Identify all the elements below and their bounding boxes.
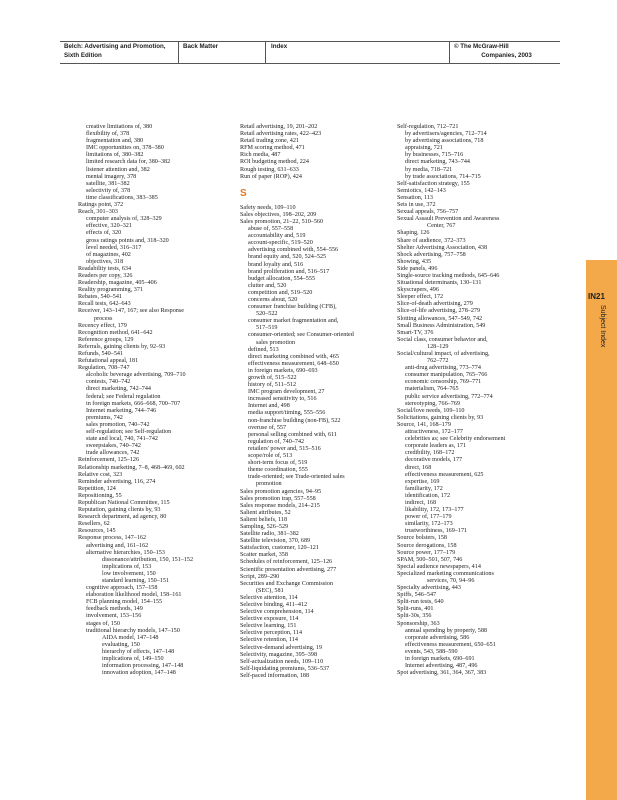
index-entry: Selective-demand advertising, 19 (240, 644, 323, 651)
index-subentry: brand proliferation and, 516–517 (248, 268, 330, 275)
index-subentry: hierarchy of effects, 147–148 (102, 648, 175, 655)
index-subentry: history of, 511–512 (248, 382, 297, 389)
index-subentry: annual spending by property, 588 (405, 627, 487, 634)
index-entry: Salient attributes, 52 (240, 509, 291, 516)
index-entry: Satellite radio, 381–382 (240, 531, 299, 538)
index-subentry: likability, 172, 173–177 (405, 507, 464, 514)
index-entry: Small Business Administration, 549 (397, 322, 486, 329)
index-subentry: low involvement, 150 (102, 570, 156, 577)
index-entry: Sponsorship, 363 (397, 620, 440, 627)
index-subentry: gross ratings points and, 318–320 (86, 237, 169, 244)
index-entry: Skyscrapers, 496 (397, 287, 439, 294)
index-subentry: by media, 718–721 (405, 166, 453, 173)
index-entry: Split-runs, 401 (397, 606, 434, 613)
index-subentry: premiums, 742 (86, 414, 123, 421)
index-subentry: limitations of, 380–382 (86, 152, 144, 159)
index-entry: Satellite television, 370, 689 (240, 538, 311, 545)
index-subentry: economic censorship, 769–771 (405, 379, 482, 386)
index-subentry: direct, 168 (405, 464, 432, 471)
index-subentry: budget allocation, 554–555 (248, 275, 316, 282)
index-subentry: Center, 767 (427, 223, 456, 230)
index-subentry: clutter and, 520 (248, 282, 287, 289)
index-subentry: concerns about, 520 (248, 296, 298, 303)
index-entry: Rich media, 487 (240, 152, 281, 159)
index-entry: Scatter market, 358 (240, 552, 288, 559)
index-subentry: level needed, 316–317 (86, 244, 142, 251)
index-entry: Self-paced information, 188 (240, 672, 310, 679)
index-entry: Slice-of-death advertising, 279 (397, 301, 473, 308)
index-entry: Reach, 301–303 (78, 209, 118, 216)
index-subentry: contests, 740–742 (86, 379, 131, 386)
index-subentry: brand equity and, 520, 524–525 (248, 254, 327, 261)
index-subentry: consumer-oriented; see Consumer-oriented (248, 332, 354, 339)
index-subentry: identification, 172 (405, 492, 451, 499)
index-subentry: involvement, 153–156 (86, 613, 142, 620)
index-subentry: cognitive approach, 157–158 (86, 585, 158, 592)
index-entry: Relative cost, 323 (78, 471, 123, 478)
index-subentry: implications of, 153 (102, 563, 152, 570)
index-subentry: effectiveness measurement, 650–651 (405, 641, 496, 648)
index-subentry: familiarity, 172 (405, 485, 443, 492)
index-entry: Spiffs, 546–547 (397, 592, 437, 599)
index-column-2 (240, 124, 405, 680)
index-subentry: sweepstakes, 740–742 (86, 443, 141, 450)
index-entry: Solicitations, gaining clients by, 93 (397, 414, 484, 421)
index-entry: Readership, magazine, 405–406 (78, 280, 157, 287)
index-entry: Recall tests, 642–643 (78, 301, 131, 308)
index-subentry: limited research data for, 380–382 (86, 159, 171, 166)
index-subentry: selectivity of, 378 (86, 187, 131, 194)
index-subentry: consumer market fragmentation and, (248, 318, 339, 325)
index-subentry: by trade associations, 714–715 (405, 173, 481, 180)
index-subentry: consumer franchise building (CFB), (248, 304, 337, 311)
index-subentry: overuse of, 557 (248, 424, 287, 431)
index-subentry: services, 70, 94–96 (427, 578, 475, 584)
index-subentry: innovation adoption, 147–148 (102, 670, 176, 677)
index-entry: Schedules of reinforcement, 125–126 (240, 559, 333, 566)
index-subentry: federal; see Federal regulation (86, 393, 161, 400)
index-subentry: dissonance/attribution, 150, 151–152 (102, 556, 194, 563)
index-subentry: effectiveness measurement, 625 (405, 471, 484, 478)
index-entry: Sleeper effect, 172 (397, 294, 444, 301)
index-subentry: defined, 513 (248, 346, 279, 353)
index-entry: Research department, ad agency, 80 (78, 514, 167, 521)
index-subentry: similarity, 172–173 (405, 521, 453, 528)
index-subentry: effectiveness measurement, 648–650 (248, 360, 339, 367)
index-subentry: feedback methods, 149 (86, 606, 143, 613)
header-bottom-rule (60, 63, 560, 64)
index-entry: Sales promotion, 21–22, 510–560 (240, 218, 324, 225)
index-subentry: listener attention and, 382 (86, 166, 150, 173)
index-subentry: media support/timing, 555–556 (248, 410, 326, 417)
index-entry: Securities and Exchange Commission (240, 580, 333, 587)
index-entry: Shock advertising, 757–758 (397, 251, 466, 258)
header-divider (265, 41, 266, 63)
index-column-1 (78, 124, 243, 677)
index-subentry: retailers' power and, 515–516 (248, 445, 321, 452)
index-subentry: traditional hierarchy models, 147–150 (86, 627, 180, 634)
index-entry: Retail trading zone, 421 (240, 138, 300, 145)
section-letter: S (240, 187, 247, 199)
index-entry: Reality programming, 371 (78, 287, 143, 294)
index-subentry: IMC opportunities on, 378–380 (86, 145, 164, 152)
index-subentry: elaboration likelihood model, 158–161 (86, 592, 182, 599)
index-subentry: alternative hierarchies, 150–153 (86, 549, 165, 556)
index-subentry: satellite, 381–382 (86, 180, 130, 187)
index-entry: Readers per copy, 326 (78, 272, 133, 279)
index-subentry: growth of, 515–522 (248, 375, 297, 381)
index-entry: Selective exposure, 114 (240, 616, 299, 623)
index-subentry: account-specific, 519–520 (248, 240, 313, 247)
index-subentry: alcoholic beverage advertising, 709–710 (86, 372, 186, 379)
index-subentry: by businesses, 715–716 (405, 152, 464, 159)
index-entry: Sales promotion trap, 557–558 (240, 495, 316, 502)
index-entry: Social/love needs, 109–110 (397, 407, 465, 414)
index-entry: Refunds, 540–541 (78, 351, 124, 357)
index-subentry: in foreign markets, 666–668, 700–707 (86, 400, 181, 407)
index-subentry: time classifications, 383–385 (86, 194, 158, 201)
index-entry: Safety needs, 109–110 (240, 204, 296, 211)
index-entry: Showing, 435 (397, 258, 432, 265)
index-entry: Sets in use, 372 (397, 202, 436, 209)
index-subentry: state and local, 740, 741–742 (86, 436, 158, 443)
index-subentry: in foreign markets, 690–693 (248, 367, 318, 374)
index-entry: Social class, consumer behavior and, (397, 336, 488, 343)
index-entry: Repetition, 124 (78, 485, 116, 492)
index-entry: Selective perception, 114 (240, 630, 303, 637)
index-subentry: effective, 320–321 (86, 223, 132, 230)
index-subentry: information processing, 147–148 (102, 663, 184, 670)
index-entry: Sampling, 526–529 (240, 523, 289, 530)
index-subentry: promotion (256, 481, 282, 488)
index-subentry: Internet and, 498 (248, 403, 290, 410)
index-entry: Split-run tests, 640 (397, 599, 444, 606)
section-name: Back Matter (183, 43, 219, 50)
index-subentry: decorative models, 177 (405, 457, 463, 464)
index-entry: Share of audience, 372–373 (397, 237, 466, 244)
index-subentry: corporate advertising, 586 (405, 634, 470, 641)
index-entry: Split-30s, 356 (397, 613, 432, 620)
index-subentry: by advertisers/agencies, 712–714 (405, 131, 487, 138)
index-subentry: corporate leaders as, 171 (405, 443, 467, 450)
index-subentry: IMC program development, 27 (248, 389, 325, 396)
index-entry: Reinforcement, 125–126 (78, 457, 140, 464)
index-entry: Special audience newspapers, 414 (397, 563, 481, 570)
index-entry: Retail advertising, 19, 201–202 (240, 124, 318, 130)
index-entry: Recognition method, 641–642 (78, 329, 153, 336)
index-entry: Situational determinants, 130–131 (397, 280, 482, 287)
side-tab-label: Subject Index (599, 305, 606, 348)
index-subentry: 517–519 (256, 325, 278, 332)
index-subentry: in foreign markets, 690–691 (405, 656, 475, 663)
index-entry: Side panels, 496 (397, 265, 438, 272)
index-subentry: abuse of, 557–558 (248, 226, 294, 233)
index-subentry: flexibility of, 378 (86, 131, 130, 138)
index-entry: Social/cultural impact, of advertising, (397, 351, 490, 357)
index-subentry: direct marketing, 742–744 (86, 386, 151, 393)
index-subentry: advertising combined with, 554–556 (248, 247, 339, 254)
index-entry: Ratings point, 372 (78, 202, 124, 209)
index-subentry: brand loyalty and, 516 (248, 261, 304, 268)
index-subentry: 128–129 (427, 343, 449, 350)
index-entry: Retail advertising rates, 422–423 (240, 131, 322, 138)
index-entry: Selective binding, 411–412 (240, 602, 308, 608)
index-entry: Response process, 147–162 (78, 535, 147, 542)
index-subentry: increased sensitivity to, 516 (248, 396, 317, 403)
index-subentry: credibility, 168–172 (405, 450, 455, 457)
index-entry: Sales objectives, 198–202, 209 (240, 211, 317, 218)
index-entry: Reputation, gaining clients by, 93 (78, 507, 161, 514)
index-subentry: Internet advertising, 487, 496 (405, 663, 478, 670)
index-subentry: standard learning, 150–151 (102, 578, 170, 584)
index-subentry: (SEC), 581 (256, 587, 284, 594)
index-subentry: stereotyping, 766–769 (405, 400, 460, 407)
index-entry: Source derogations, 158 (397, 542, 457, 549)
index-entry: Slice-of-life advertising, 278–279 (397, 308, 481, 315)
index-entry: Specialty advertising, 443 (397, 585, 461, 592)
index-subentry: theme coordination, 555 (248, 467, 308, 474)
index-entry: Selective attention, 114 (240, 594, 298, 601)
index-subentry: trade-oriented; see Trade-oriented sales (248, 474, 345, 481)
index-entry: Slotting allowances, 547–549, 742 (397, 315, 483, 322)
index-entry: Reference groups, 129 (78, 336, 134, 343)
index-entry: Salient beliefs, 118 (240, 516, 288, 523)
index-subentry: anti-drug advertising, 773–774 (405, 365, 481, 372)
index-entry: Rebates, 540–541 (78, 294, 123, 301)
index-subentry: short-term focus of, 519 (248, 460, 308, 467)
index-entry: Resources, 145 (78, 528, 116, 535)
index-subentry: attractiveness, 172–177 (405, 429, 463, 436)
index-subentry: power of, 177–179 (405, 514, 452, 521)
book-title: Belch: Advertising and Promotion, Sixth Edition (64, 43, 166, 59)
index-entry: Referrals, gaining clients by, 92–93 (78, 343, 166, 350)
index-subentry: scope/role of, 513 (248, 453, 293, 460)
index-entry: Sexual appeals, 756–757 (397, 209, 459, 216)
index-entry: Repositioning, 55 (78, 492, 122, 499)
index-subentry: self-regulation; see Self-regulation (86, 429, 172, 436)
index-entry: Scientific presentation advertising, 277 (240, 566, 337, 573)
index-subentry: computer analysis of, 328–329 (86, 216, 162, 223)
page-number: IN21 (588, 292, 605, 301)
index-subentry: stages of, 150 (86, 620, 120, 627)
index-entry: Sensation, 113 (397, 194, 433, 201)
index-entry: Republican National Committee, 115 (78, 499, 170, 506)
index-entry: Sales promotion agencies, 94–95 (240, 488, 322, 495)
index-entry: Regulation, 708–747 (78, 365, 130, 372)
index-subentry: celebrities as; see Celebrity endorsement (405, 436, 506, 443)
index-subentry: public service advertising, 772–774 (405, 393, 493, 400)
header-divider (449, 41, 450, 63)
index-entry: Sales response models, 214–215 (240, 502, 320, 509)
index-subentry: trustworthiness, 169–171 (405, 528, 468, 535)
index-subentry: sales promotion, 740–742 (86, 421, 150, 428)
index-entry: Self-actualization needs, 109–110 (240, 658, 324, 665)
index-entry: Semiotics, 142–143 (397, 187, 446, 194)
index-subentry: accountability and, 519 (248, 233, 306, 240)
index-subentry: competition and, 519–520 (248, 289, 313, 296)
index-subentry: non-franchise building (non-FB), 522 (248, 417, 341, 424)
index-entry: SPAM, 500–501, 507, 746 (397, 556, 463, 563)
index-entry: Shelter Advertising Association, 438 (397, 244, 488, 251)
index-subentry: creative limitations of, 380 (86, 124, 153, 130)
publisher-notice (454, 42, 559, 60)
index-entry: Receiver, 143–147, 167; see also Response (78, 308, 184, 315)
index-subentry: direct marketing combined with, 465 (248, 353, 339, 360)
publisher-line-2: Companies, 2003 (481, 52, 532, 59)
index-subentry: objectives, 318 (86, 258, 124, 265)
index-entry: Reminder advertising, 116, 274 (78, 478, 156, 485)
index-subentry: 520–522 (256, 311, 278, 318)
index-entry: Shaping, 126 (397, 230, 430, 237)
index-entry: Selective learning, 151 (240, 623, 297, 630)
index-entry: Specialized marketing communications (397, 570, 494, 577)
index-subentry: effects of, 320 (86, 230, 122, 237)
index-entry: Spot advertising, 361, 364, 367, 383 (397, 670, 487, 677)
index-subentry: expertise, 169 (405, 478, 440, 485)
index-subentry: indirect, 168 (405, 499, 437, 506)
index-subentry: implications of, 149–150 (102, 656, 164, 663)
index-subentry: Internet marketing, 744–746 (86, 407, 157, 414)
index-subentry: fragmentation and, 380 (86, 138, 144, 145)
index-subentry: materialism, 764–765 (405, 386, 459, 393)
running-header (60, 41, 560, 71)
index-subentry: 762–772 (427, 358, 449, 365)
header-divider (178, 41, 179, 63)
index-subentry: events, 543, 588–590 (405, 648, 458, 655)
index-subentry: AIDA model, 147–148 (102, 634, 159, 641)
index-entry: Resellers, 62 (78, 521, 110, 528)
index-entry: Readability tests, 634 (78, 265, 132, 272)
index-entry: Rough testing, 631–633 (240, 166, 299, 173)
index-entry: Source power, 177–179 (397, 549, 456, 556)
index-entry: Self-regulation, 712–721 (397, 124, 459, 130)
index-entry: Satisfaction, customer, 120–121 (240, 545, 319, 552)
index-subentry: process (94, 315, 113, 322)
index-subentry: of magazines, 402 (86, 251, 131, 258)
index-entry: Recency effect, 179 (78, 322, 127, 329)
index-subentry: mental imagery, 378 (86, 173, 137, 180)
chapter-name: Index (271, 43, 288, 50)
publisher-line-1: © The McGraw-Hill (454, 43, 509, 50)
index-subentry: advertising and, 161–162 (86, 542, 149, 549)
index-entry: ROI budgeting method, 224 (240, 159, 309, 166)
index-subentry: direct marketing, 743–744 (405, 159, 470, 166)
index-entry: RFM scoring method, 471 (240, 145, 305, 152)
index-column-3 (397, 124, 567, 677)
index-subentry: personal selling combined with, 611 (248, 431, 337, 438)
index-entry: Selective retention, 114 (240, 637, 298, 644)
index-entry: Self-satisfaction strategy, 155 (397, 180, 470, 187)
index-subentry: FCB planning model, 154–155 (86, 599, 163, 606)
index-entry: Source, 141, 168–179 (397, 421, 451, 428)
index-subentry: sales promotion (256, 339, 296, 346)
index-entry: Relationship marketing, 7–8, 468–469, 602 (78, 464, 185, 471)
index-entry: Sexual Assault Prevention and Awareness (397, 216, 500, 223)
index-entry: Smart-TV, 376 (397, 329, 434, 336)
index-subentry: trade allowances, 742 (86, 450, 140, 457)
index-entry: Selectivity, magazine, 395–398 (240, 651, 318, 658)
index-entry: Source bolsters, 158 (397, 535, 447, 542)
index-entry: Self-liquidating premiums, 536–537 (240, 665, 330, 672)
index-subentry: consumer manipulation, 765–766 (405, 372, 488, 379)
index-entry: Run of paper (ROP), 424 (240, 173, 302, 180)
index-entry: Script, 289–290 (240, 573, 280, 580)
index-subentry: appraising, 721 (405, 145, 443, 152)
index-subentry: regulation of, 740–742 (248, 438, 305, 445)
index-entry: Selective comprehension, 114 (240, 609, 314, 616)
index-entry: Single-source tracking methods, 645–646 (397, 272, 500, 279)
index-subentry: by advertising associations, 718 (405, 138, 484, 145)
index-subentry: evaluating, 150 (102, 641, 140, 648)
index-entry: Refutational appeal, 181 (78, 358, 139, 365)
